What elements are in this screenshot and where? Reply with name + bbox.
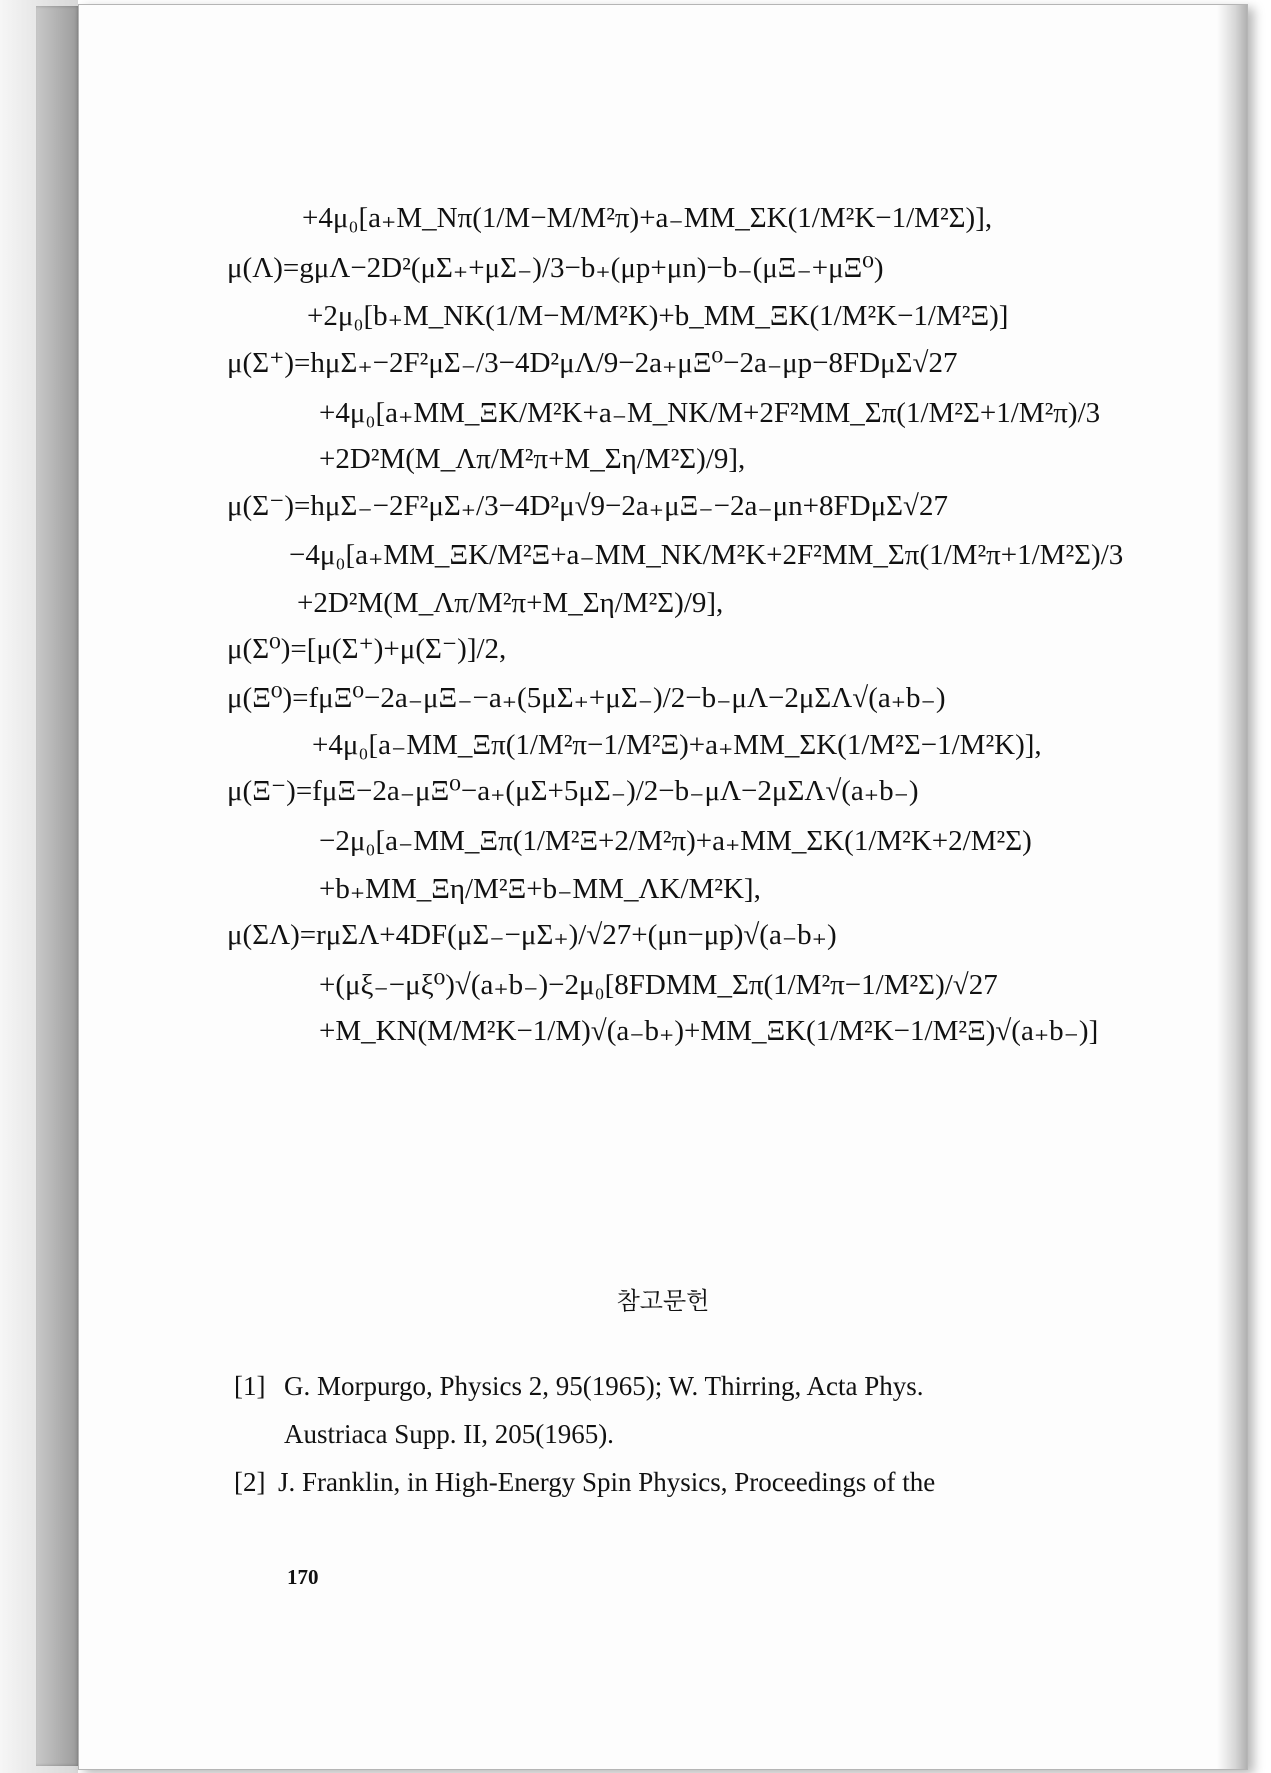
reference-text: G. Morpurgo, Physics 2, 95(1965); W. Thirring, Acta Phys.	[284, 1371, 924, 1401]
equation-line: +(μξ₋−μξ⁰)√(a₊b₋)−2μ₀[8FDMM_Σπ(1/M²π−1/M²Σ)/√27	[319, 969, 998, 1001]
equation-line: μ(Σ⁺)=hμΣ₊−2F²μΣ₋/3−4D²μΛ/9−2a₊μΞ⁰−2a₋μp−8FDμΣ√27	[227, 347, 958, 379]
equation-line: μ(ΣΛ)=rμΣΛ+4DF(μΣ₋−μΣ₊)/√27+(μn−μp)√(a₋b₊)	[227, 919, 837, 951]
equation-line: +2D²M(M_Λπ/M²π+M_Ση/M²Σ)/9],	[297, 587, 724, 619]
equation-line: +2μ₀[b₊M_NK(1/M−M/M²K)+b_MM_ΞK(1/M²K−1/M²Ξ)]	[307, 300, 1009, 332]
references-heading: 참고문헌	[616, 1287, 710, 1315]
reference-text: Austriaca Supp. II, 205(1965).	[284, 1419, 614, 1449]
book-spine	[36, 6, 80, 1766]
reference-text: J. Franklin, in High-Energy Spin Physics, Proceedings of the	[278, 1467, 936, 1497]
equation-line: μ(Ξ⁻)=fμΞ−2a₋μΞ⁰−a₊(μΣ+5μΣ₋)/2−b₋μΛ−2μΣΛ√(a₊b₋)	[227, 775, 919, 807]
page-shadow-edge	[1217, 5, 1247, 1769]
equation-line: μ(Λ)=gμΛ−2D²(μΣ₊+μΣ₋)/3−b₊(μp+μn)−b₋(μΞ₋+μΞ⁰)	[227, 252, 884, 284]
equation-line: μ(Ξ⁰)=fμΞ⁰−2a₋μΞ₋−a₊(5μΣ₊+μΣ₋)/2−b₋μΛ−2μΣΛ√(a₊b₋)	[227, 682, 946, 714]
page-number: 170	[287, 1565, 319, 1589]
equation-line: +4μ₀[a₋MM_Ξπ(1/M²π−1/M²Ξ)+a₊MM_ΣK(1/M²Σ−1/M²K)],	[312, 729, 1042, 761]
reference-tag: [1]	[234, 1371, 266, 1401]
equation-line: +M_KN(M/M²K−1/M)√(a₋b₊)+MM_ΞK(1/M²K−1/M²Ξ)√(a₊b₋)]	[319, 1015, 1099, 1047]
equation-line: +4μ₀[a₊MM_ΞK/M²K+a₋M_NK/M+2F²MM_Σπ(1/M²Σ+1/M²π)/3	[319, 397, 1101, 429]
book-page	[78, 4, 1248, 1770]
equation-line: μ(Σ⁰)=[μ(Σ⁺)+μ(Σ⁻)]/2,	[227, 633, 507, 665]
equation-line: μ(Σ⁻)=hμΣ₋−2F²μΣ₊/3−4D²μ√9−2a₊μΞ₋−2a₋μn+8FDμΣ√27	[227, 490, 948, 522]
reference-tag: [2]	[234, 1467, 266, 1497]
equation-line: +4μ₀[a₊M_Nπ(1/M−M/M²π)+a₋MM_ΣK(1/M²K−1/M²Σ)],	[302, 202, 993, 234]
equation-line: +2D²M(M_Λπ/M²π+M_Ση/M²Σ)/9],	[319, 443, 746, 475]
equation-line: +b₊MM_Ξη/M²Ξ+b₋MM_ΛK/M²K],	[319, 873, 761, 905]
equation-line: −4μ₀[a₊MM_ΞK/M²Ξ+a₋MM_NK/M²K+2F²MM_Σπ(1/M²π+1/M²Σ)/3	[289, 539, 1124, 571]
equation-line: −2μ₀[a₋MM_Ξπ(1/M²Ξ+2/M²π)+a₊MM_ΣK(1/M²K+2/M²Σ)	[319, 825, 1032, 857]
